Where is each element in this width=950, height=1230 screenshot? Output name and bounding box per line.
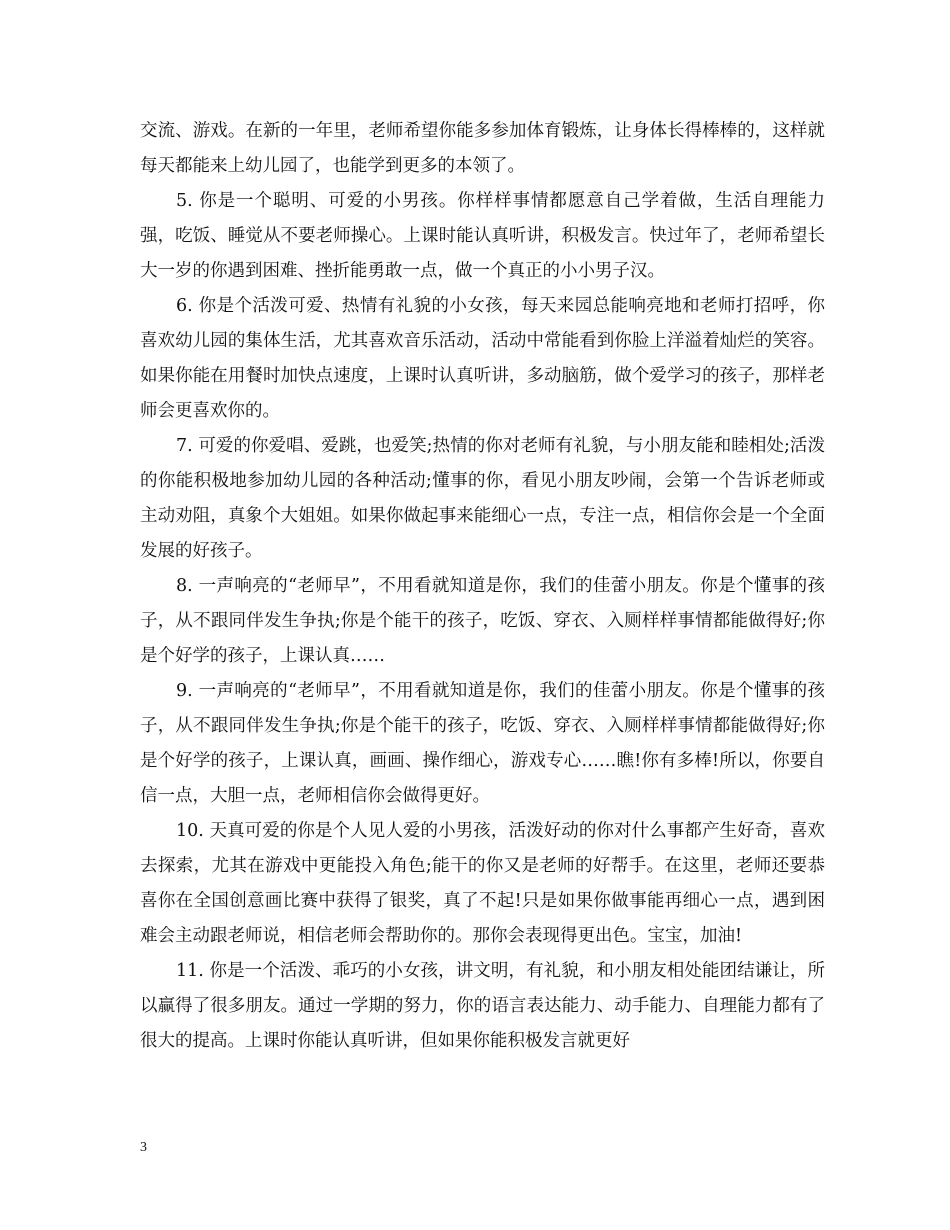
paragraph-7: 7. 可爱的你爱唱、爱跳，也爱笑;热情的你对老师有礼貌，与小朋友能和睦相处;活泼的你能积极地参加幼儿园的各种活动;懂事的你，看见小朋友吵闹，会第一个告诉老师或主动劝阻，真象个大姐姐。如果你做起事来能细心一点，专注一点，相信你会是一个全面发展的好孩子。 <box>140 436 825 561</box>
paragraph-5: 5. 你是一个聪明、可爱的小男孩。你样样事情都愿意自己学着做，生活自理能力强，吃饭、睡觉从不要老师操心。上课时能认真听讲，积极发言。快过年了，老师希望长大一岁的你遇到困难、挫折能勇敢一点，做一个真正的小小男子汉。 <box>140 191 825 281</box>
paragraph-9: 9. 一声响亮的“老师早”，不用看就知道是你，我们的佳蕾小朋友。你是个懂事的孩子，从不跟同伴发生争执;你是个能干的孩子，吃饭、穿衣、入厕样样事情都能做得好;你是个好学的孩子，上课认真，画画、操作细心，游戏专心……瞧!你有多棒!所以，你要自信一点，大胆一点，老师相信你会做得更好。 <box>140 681 825 806</box>
paragraph-continued: 交流、游戏。在新的一年里，老师希望你能多参加体育锻炼，让身体长得棒棒的，这样就每天都能来上幼儿园了，也能学到更多的本领了。 <box>140 121 825 176</box>
document-body <box>140 114 825 1059</box>
paragraph-10: 10. 天真可爱的你是个人见人爱的小男孩，活泼好动的你对什么事都产生好奇，喜欢去探索，尤其在游戏中更能投入角色;能干的你又是老师的好帮手。在这里，老师还要恭喜你在全国创意画比赛中获得了银奖，真了不起!只是如果你做事能再细心一点，遇到困难会主动跟老师说，相信老师会帮助你的。那你会表现得更出色。宝宝，加油! <box>140 821 825 946</box>
paragraph-8: 8. 一声响亮的“老师早”，不用看就知道是你，我们的佳蕾小朋友。你是个懂事的孩子，从不跟同伴发生争执;你是个能干的孩子，吃饭、穿衣、入厕样样事情都能做得好;你是个好学的孩子，上课认真…… <box>140 576 825 666</box>
paragraph-6: 6. 你是个活泼可爱、热情有礼貌的小女孩，每天来园总能响亮地和老师打招呼，你喜欢幼儿园的集体生活，尤其喜欢音乐活动，活动中常能看到你脸上洋溢着灿烂的笑容。如果你能在用餐时加快点速度，上课时认真听讲，多动脑筋，做个爱学习的孩子，那样老师会更喜欢你的。 <box>140 296 825 421</box>
page-number: 3 <box>140 1140 147 1155</box>
paragraph-11: 11. 你是一个活泼、乖巧的小女孩，讲文明，有礼貌，和小朋友相处能团结谦让，所以赢得了很多朋友。通过一学期的努力，你的语言表达能力、动手能力、自理能力都有了很大的提高。上课时你能认真听讲，但如果你能积极发言就更好 <box>140 961 825 1051</box>
